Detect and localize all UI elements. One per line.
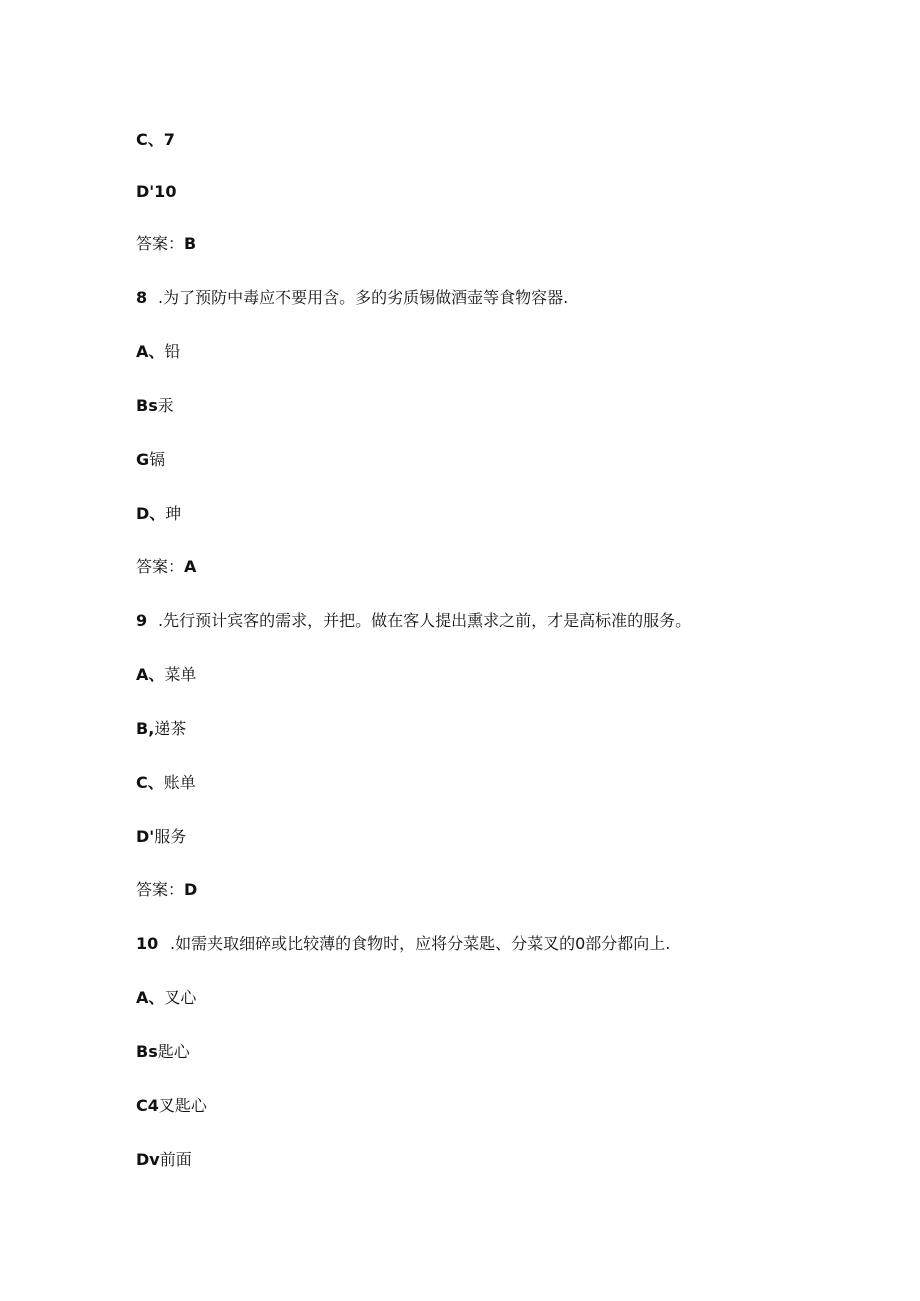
option-text: 递茶	[154, 719, 187, 738]
option-b-line	[136, 1042, 190, 1062]
option-a-line	[136, 665, 196, 685]
option-a-line	[136, 988, 196, 1008]
answer-line	[136, 234, 196, 254]
question-text: .如需夹取细碎或比较薄的食物时，应将分菜匙、分菜叉的0部分都向上.	[170, 934, 671, 953]
option-d-line	[136, 504, 181, 524]
option-label: D'	[136, 827, 155, 846]
option-c-line	[136, 773, 196, 793]
question-9	[136, 611, 691, 631]
option-label: D、	[136, 504, 166, 523]
option-b-line	[136, 396, 174, 416]
option-c-line	[136, 1096, 207, 1116]
answer-label: 答案：	[136, 234, 185, 253]
option-label: Bs	[136, 1042, 158, 1061]
option-c-line	[136, 450, 165, 470]
option-text: 珅	[165, 504, 182, 523]
answer-value: A	[184, 557, 197, 576]
question-number: 10	[136, 934, 159, 953]
option-text: 镉	[149, 450, 166, 469]
answer-value: D	[184, 880, 198, 899]
question-text: .为了预防中毒应不要用含。多的劣质锡做酒壶等食物容器.	[158, 288, 569, 307]
option-text: 服务	[154, 827, 187, 846]
option-label: Dv	[136, 1150, 160, 1169]
question-10	[136, 934, 670, 954]
question-number: 8	[136, 288, 148, 307]
option-label: A、	[136, 342, 165, 361]
option-b-line	[136, 719, 186, 739]
option-text: 前面	[159, 1150, 192, 1169]
option-label: C、	[136, 773, 164, 792]
option-d-line	[136, 827, 186, 847]
answer-line	[136, 557, 196, 577]
option-label: A、	[136, 665, 165, 684]
option-label: B,	[136, 719, 155, 738]
option-text: 叉匙心	[158, 1096, 207, 1115]
option-text: 叉心	[164, 988, 197, 1007]
question-text: .先行预计宾客的需求，并把。做在客人提出熏求之前，才是高标准的服务。	[158, 611, 692, 630]
option-text: 菜单	[164, 665, 197, 684]
question-number: 9	[136, 611, 148, 630]
option-label: D'10	[136, 182, 177, 201]
option-label: A、	[136, 988, 165, 1007]
option-label: G	[136, 450, 150, 469]
option-text: 匙心	[157, 1042, 190, 1061]
option-label: Bs	[136, 396, 158, 415]
option-label: C、7	[136, 130, 175, 149]
answer-label: 答案：	[136, 880, 185, 899]
answer-line	[136, 880, 197, 900]
option-a-line	[136, 342, 180, 362]
option-text: 汞	[157, 396, 174, 415]
option-d-line	[136, 182, 176, 202]
answer-value: B	[184, 234, 197, 253]
option-d-line	[136, 1150, 192, 1170]
question-8	[136, 288, 568, 308]
option-text: 账单	[163, 773, 196, 792]
option-label: C4	[136, 1096, 159, 1115]
option-text: 铅	[164, 342, 181, 361]
option-c-line	[136, 130, 175, 150]
answer-label: 答案：	[136, 557, 185, 576]
